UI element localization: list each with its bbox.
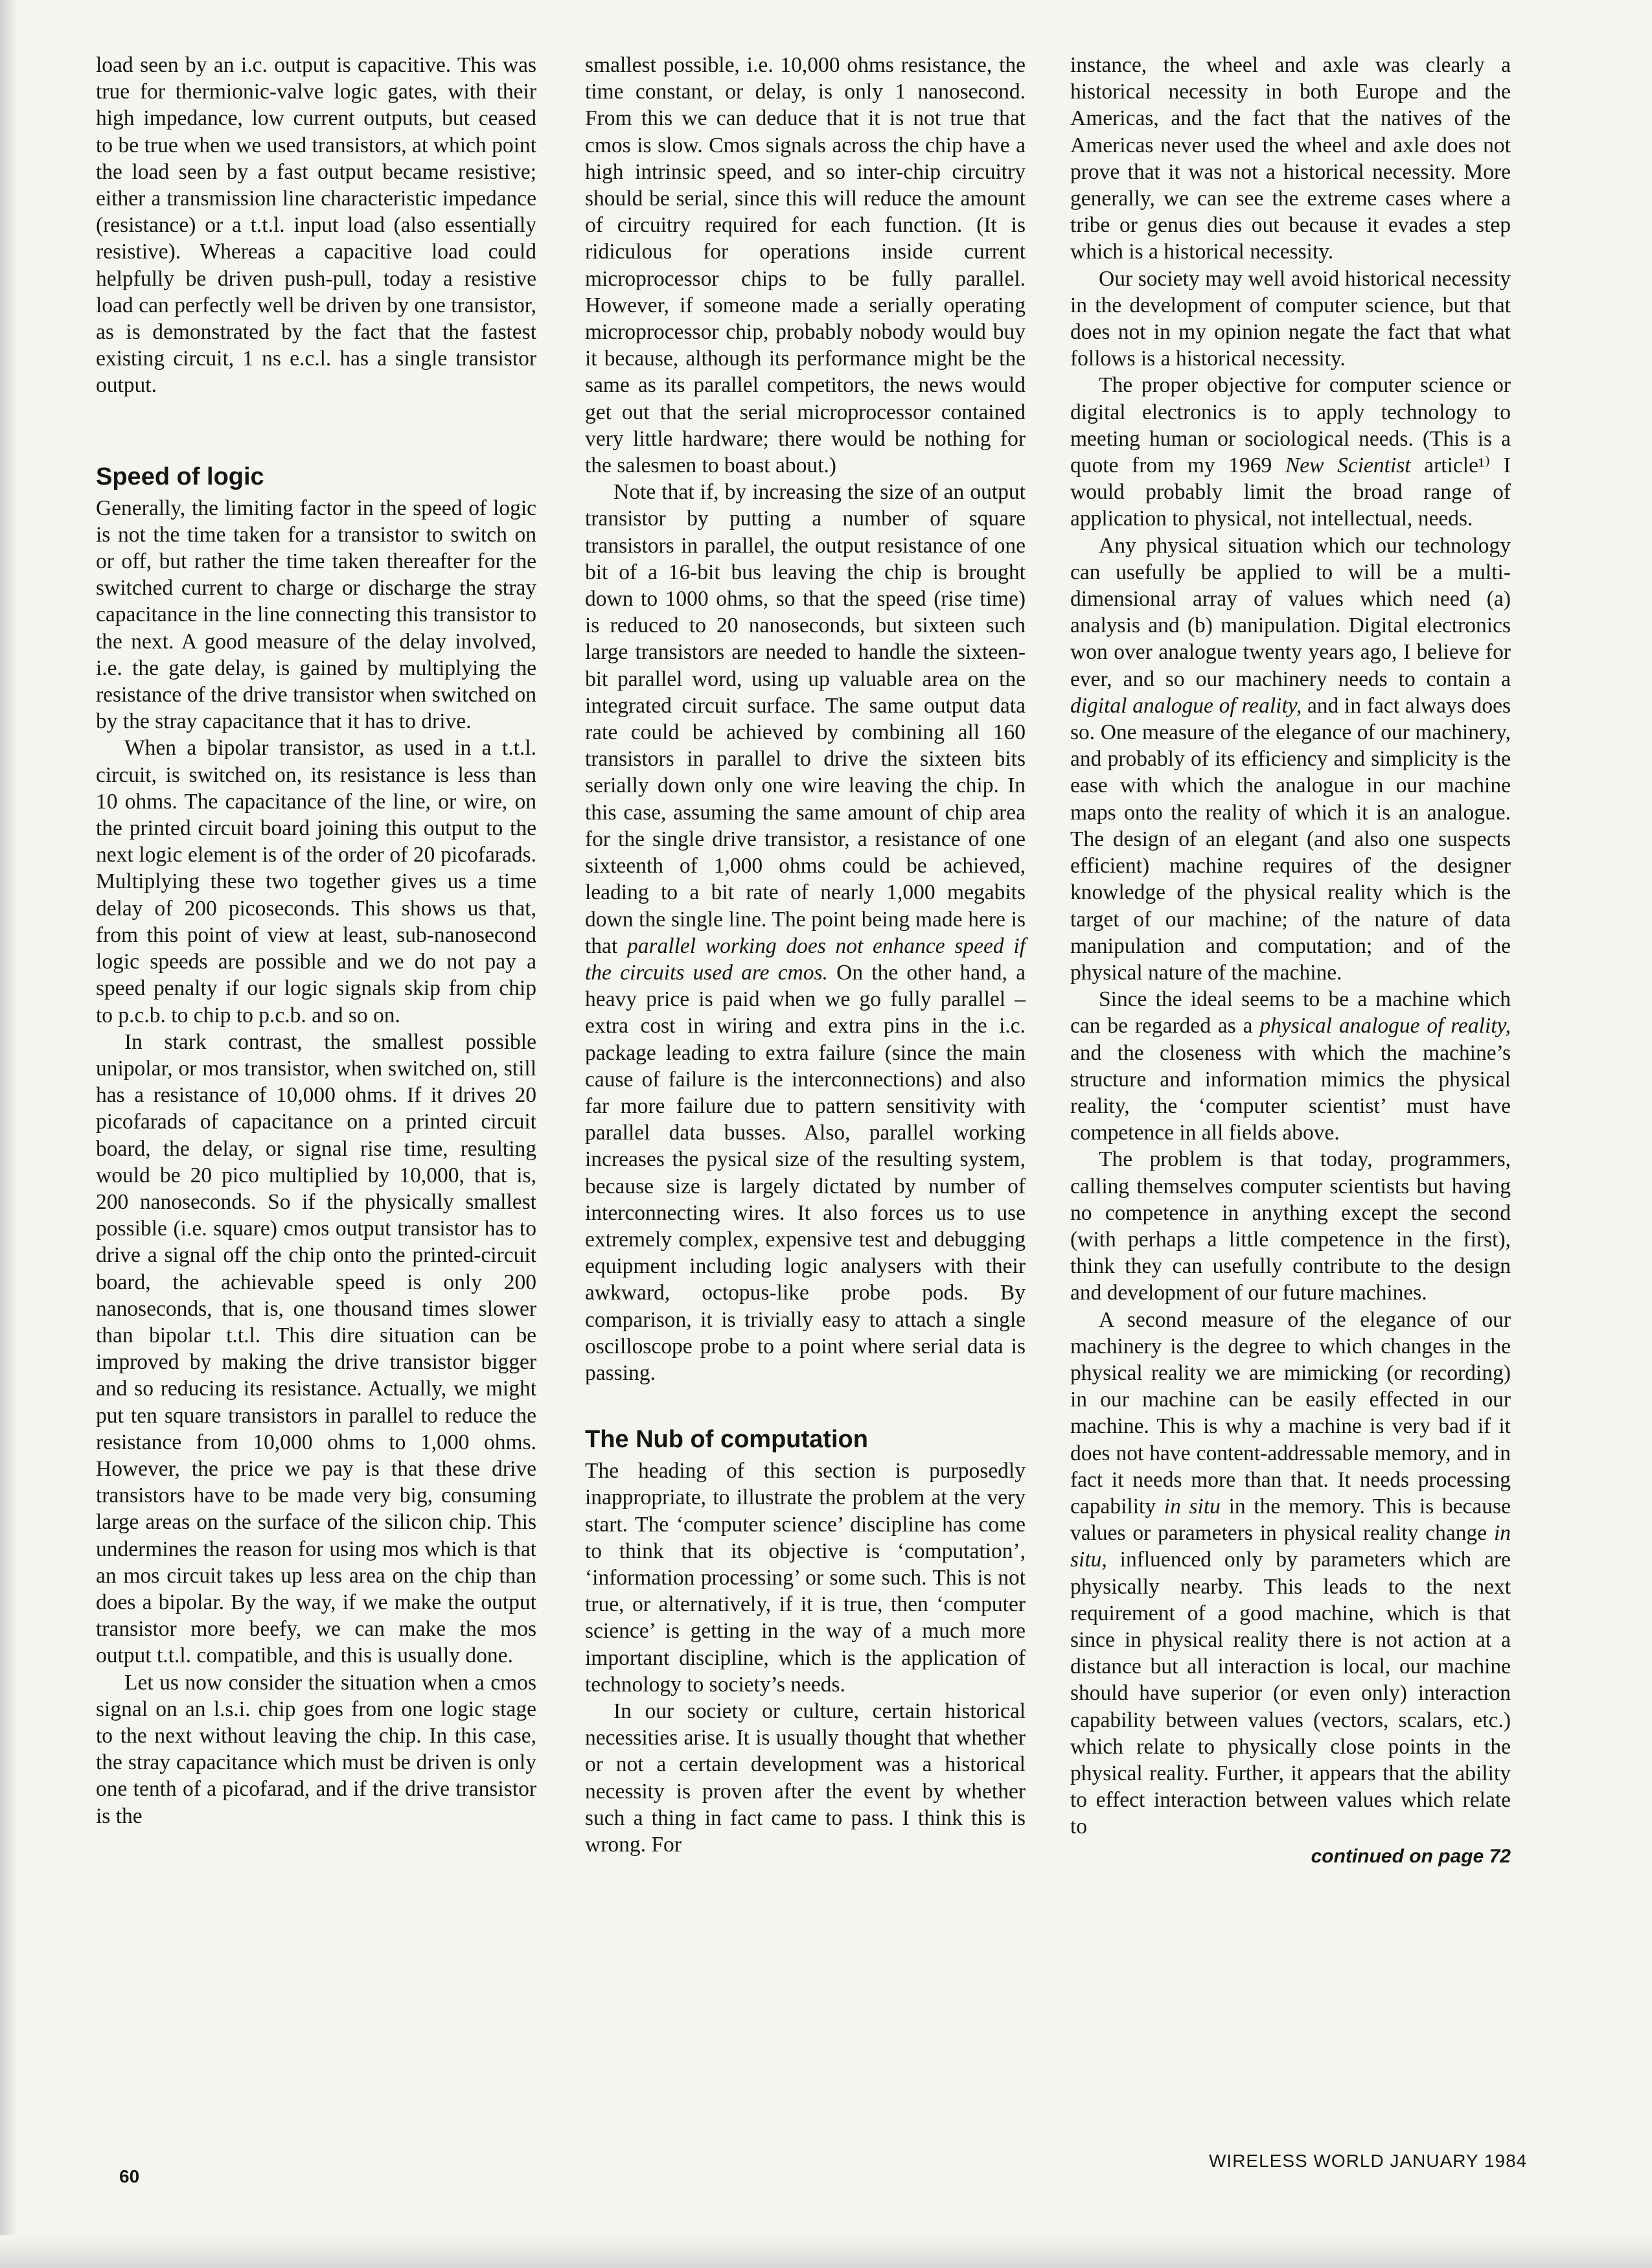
paragraph-text: On the other hand, a heavy price is paid when we go fully parallel – extra cost in wiring and extra pins in the i.c. package leading to extra failure (since the main cause of failure is the interconnections) and also far more failure due to pattern sensitivity with parallel data busses. Also, parallel working increases the pysical size of the resulting system, because size is largely dictated by number of interconnecting wires. It also forces us to use extremely complex, expensive test and debugging equipment including logic analysers with their awkward, octopus-like probe pods. By comparison, it is trivially easy to attach a single oscilloscope probe to a point where serial data is passing. (585, 960, 1026, 1385)
paragraph (1070, 986, 1511, 1146)
article-column-1 (96, 52, 536, 1829)
paragraph-text: in the memory. This is because values or parameters in physical reality change (1070, 1494, 1511, 1546)
section-heading-speed-of-logic: Speed of logic (96, 463, 264, 490)
paragraph-text: Note that if, by increasing the size of an output transistor by putting a number of square transistors in parallel, the output resistance of one bit of a 16-bit bus leaving the chip is brought down to 1000 ohms, so that the speed (rise time) is reduced to 20 nanoseconds, but sixteen such large transistors are needed to handle the sixteen-bit parallel word, using up valuable area on the integrated circuit surface. The same output data rate could be achieved by combining all 160 transistors in parallel to drive the sixteen bits serially down only one wire leaving the chip. In this case, assuming the same amount of chip area for the single drive transistor, a resistance of one sixteenth of 1,000 ohms could be achieved, leading to a bit rate of nearly 1,000 megabits down the single line. The point being made here is that (585, 480, 1026, 958)
paragraph: In our society or culture, certain historical necessities arise. It is usually thought that whether or not a certain development was a historical necessity is proven after the event by whether such a thing in fact came to pass. I think this is wrong. For (585, 1699, 1026, 1857)
paragraph: Generally, the limiting factor in the speed of logic is not the time taken for a transistor to switch on or off, but rather the time taken thereafter for the switched current to charge or discharge the stray capacitance in the line connecting this transistor to the next. A good measure of the delay involved, i.e. the gate delay, is gained by multiplying the resistance of the drive transistor when switched on by the stray capacitance that it has to drive. (96, 496, 536, 734)
paragraph (585, 479, 1026, 1386)
emphasis-text: in situ (1164, 1494, 1221, 1518)
paragraph: instance, the wheel and axle was clearly a historical necessity in both Europe and the Americas, and the fact that the natives of the Americas never used the wheel and axle does not prove that it was not a historical necessity. More generally, we can see the extreme cases where a tribe or genus dies out because it evades a step which is a historical necessity. (1070, 53, 1511, 264)
article-column-2 (585, 52, 1026, 1858)
paragraph: smallest possible, i.e. 10,000 ohms resistance, the time constant, or delay, is only 1 nanosecond. From this we can deduce that it is not true that cmos is slow. Cmos signals across the chip have a high intrinsic speed, and so inter-chip circuitry should be serial, since this will reduce the amount of circuitry required for each function. (It is ridiculous for operations inside current microprocessor chips to be fully parallel. However, if someone made a serially operating microprocessor chip, probably nobody would buy it because, although its performance might be the same as its parallel competitors, the news would get out that the serial microprocessor contained very little hardware; there would be nothing for the salesmen to boast about.) (585, 53, 1026, 478)
running-footer: WIRELESS WORLD JANUARY 1984 (1209, 2151, 1528, 2171)
article-column-3 (1070, 52, 1511, 1870)
paragraph-text: Since the ideal seems to be a machine which can be regarded as a (1070, 987, 1511, 1038)
paragraph-text: A second measure of the elegance of our machinery is the degree to which changes in the physical reality we are mimicking (or recording) in our machine can be easily effected in our machine. This is why a machine is very bad if it does not have content-addressable memory, and in fact it needs more than that. It needs processing capability (1070, 1307, 1511, 1518)
paragraph: In stark contrast, the smallest possible unipolar, or mos transistor, when switched on, still has a resistance of 10,000 ohms. If it drives 20 picofarads of capacitance on a printed circuit board, the delay, or signal rise time, resulting would be 20 pico multiplied by 10,000, that is, 200 nanoseconds. So if the physically smallest possible (i.e. square) cmos output transistor has to drive a signal off the chip onto the printed-circuit board, the achievable speed is only 200 nanoseconds, that is, one thousand times slower than bipolar t.t.l. This dire situation can be improved by making the drive transistor bigger and so reducing its resistance. Actually, we might put ten square transistors in parallel to reduce the resistance from 10,000 ohms to 1,000 ohms. However, the price we pay is that these drive transistors have to be made very big, consuming large areas on the surface of the silicon chip. This undermines the reason for using mos which is that an mos circuit takes up less area on the chip than does a bipolar. By the way, if we make the output transistor more beefy, we can make the mos output t.t.l. compatible, and this is usually done. (96, 1029, 536, 1668)
paragraph: The heading of this section is purposedly inappropriate, to illustrate the problem at the very start. The ‘computer science’ discipline has come to think that its objective is ‘computation’, ‘information processing’ or some such. This is not true, or alternatively, if it is true, then ‘computer science’ is getting in the way of a much more important discipline, which is the application of technology to society’s needs. (585, 1459, 1026, 1697)
emphasis-text: parallel working does not enhance speed if the circuits used are cmos. (585, 934, 1026, 985)
page-binding-edge (0, 0, 17, 2268)
emphasis-text: physical analogue of reality, (1259, 1014, 1511, 1038)
paragraph: When a bipolar transistor, as used in a t.t.l. circuit, is switched on, its resistance is less than 10 ohms. The capacitance of the line, or wire, on the printed circuit board joining this output to the next logic element is of the order of 20 picofarads. Multiplying these two together gives us a time delay of 200 picoseconds. This shows us that, from this point of view at least, sub-nanosecond logic speeds are possible and we do not pay a speed penalty if our logic signals skip from chip to p.c.b. to chip to p.c.b. and so on. (96, 736, 536, 1027)
paragraph (1070, 372, 1511, 532)
paragraph-text: Any physical situation which our technology can usefully be applied to will be a multi-dimensional array of values which need (a) analysis and (b) manipulation. Digital electronics won over analogue twenty years ago, I believe for ever, and so our machinery needs to contain a (1070, 533, 1511, 691)
emphasis-text: New Scientist (1285, 453, 1411, 478)
paragraph: Let us now consider the situation when a cmos signal on an l.s.i. chip goes from one logic stage to the next without leaving the chip. In this case, the stray capacitance which must be driven is only one tenth of a picofarad, and if the drive transistor is the (96, 1670, 536, 1828)
paragraph-text: influenced only by parameters which are physically nearby. This leads to the next requirement of a good machine, which is that since in physical reality there is not action at a distance but all interaction is local, our machine should have superior (or even only) interaction capability between values (vectors, scalars, etc.) which relate to physically close points in the physical reality. Further, it appears that the ability to effect interaction between values which relate to (1070, 1548, 1511, 1839)
paragraph: The problem is that today, programmers, calling themselves computer scientists but having no competence in anything except the second (with perhaps a little competence in the first), think they can usefully contribute to the design and development of our future machines. (1070, 1147, 1511, 1305)
paragraph-text: and in fact always does so. One measure of the elegance of our machinery, and probably of its efficiency and simplicity is the ease with which the analogue in our machine maps onto the reality of which it is an analogue. The design of an elegant (and also one suspects efficient) machine requires of the designer knowledge of the physical reality which is the target of our machine; of the nature of data manipulation and computation; and of the physical nature of the machine. (1070, 693, 1511, 985)
paragraph (1070, 533, 1511, 986)
paragraph: Our society may well avoid historical necessity in the development of computer science, but that does not in my opinion negate the fact that what follows is a historical necessity. (1070, 266, 1511, 371)
page-bottom-edge (0, 2235, 1652, 2268)
paragraph-text: article¹⁾ I would probably limit the broad range of application to physical, not intellectual, needs. (1070, 453, 1511, 531)
paragraph-text: and the closeness with which the machine’s structure and information mimics the physical reality, the ‘computer scientist’ must have competence in all fields above. (1070, 1040, 1511, 1145)
paragraph-text: The proper objective for computer science or digital electronics is to apply technology to meeting human or sociological needs. (This is a quote from my 1969 (1070, 373, 1511, 478)
continued-note: continued on page 72 (1311, 1845, 1511, 1867)
emphasis-text: in situ, (1070, 1521, 1511, 1572)
section-heading-nub-of-computation: The Nub of computation (585, 1426, 868, 1454)
paragraph: load seen by an i.c. output is capacitive. This was true for thermionic-valve logic gates, with their high impedance, low current outputs, but ceased to be true when we used transistors, at which point the load seen by a fast output became resistive; either a transmission line characteristic impedance (resistance) or a t.t.l. input load (also essentially resistive). Whereas a capacitive load could helpfully be driven push-pull, today a resistive load can perfectly well be driven by one transistor, as is demonstrated by the fact that the fastest existing circuit, 1 ns e.c.l. has a single transistor output. (96, 53, 536, 398)
paragraph (1070, 1307, 1511, 1840)
page-number: 60 (119, 2166, 140, 2186)
emphasis-text: digital analogue of reality, (1070, 693, 1302, 718)
